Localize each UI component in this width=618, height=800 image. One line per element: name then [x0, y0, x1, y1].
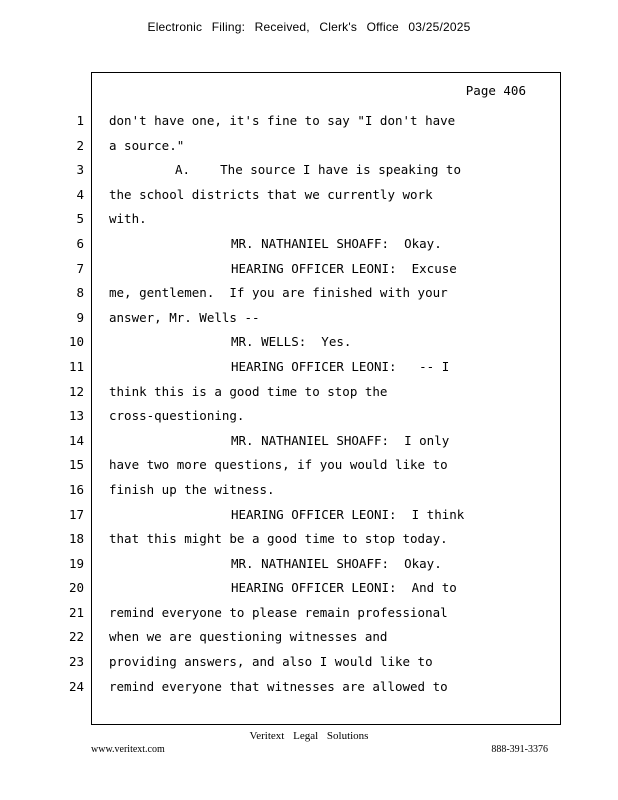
transcript-line: me, gentlemen. If you are finished with your [109, 285, 448, 301]
line-number-column [60, 114, 84, 704]
transcript-line: the school districts that we currently work [109, 186, 433, 202]
line-number: 9 [76, 309, 84, 325]
transcript-line: finish up the witness. [109, 481, 275, 497]
line-number: 3 [76, 162, 84, 178]
line-number: 18 [68, 531, 84, 547]
line-number: 13 [68, 408, 84, 424]
transcript-line: HEARING OFFICER LEONI: -- I [231, 358, 450, 374]
footer-website: www.veritext.com [91, 744, 165, 755]
transcript-line: remind everyone to please remain professional [109, 604, 448, 620]
line-number: 11 [68, 358, 84, 374]
transcript-text [109, 114, 549, 704]
line-number: 5 [76, 211, 84, 227]
transcript-line: MR. WELLS: Yes. [231, 334, 352, 350]
line-number: 12 [68, 383, 84, 399]
filing-header: Electronic Filing: Received, Clerk's Office 03/25/2025 [147, 20, 471, 34]
line-number: 1 [76, 113, 84, 128]
line-number: 23 [68, 654, 84, 670]
transcript-line: cross-questioning. [109, 408, 245, 424]
line-number: 16 [68, 481, 84, 497]
line-number: 10 [68, 334, 84, 350]
transcript-line: think this is a good time to stop the [109, 383, 388, 399]
line-number: 2 [76, 137, 84, 153]
transcript-line: MR. NATHANIEL SHOAFF: Okay. [231, 555, 442, 571]
transcript-line: remind everyone that witnesses are allowed to [109, 678, 448, 694]
line-number: 21 [68, 604, 84, 620]
line-number: 7 [76, 260, 84, 276]
transcript-line: HEARING OFFICER LEONI: And to [231, 580, 457, 596]
transcript-line: with. [109, 211, 147, 227]
transcript-line: HEARING OFFICER LEONI: I think [231, 506, 465, 522]
line-number: 8 [76, 285, 84, 301]
line-number: 14 [68, 432, 84, 448]
transcript-line: HEARING OFFICER LEONI: Excuse [231, 260, 457, 276]
page-number: Page 406 [465, 83, 526, 98]
transcript-line: that this might be a good time to stop today. [109, 531, 448, 547]
line-number: 20 [68, 580, 84, 596]
transcript-line: a source." [109, 137, 185, 153]
line-number: 6 [76, 235, 84, 251]
line-number: 24 [68, 678, 84, 694]
transcript-line: have two more questions, if you would like to [109, 457, 448, 473]
transcript-line: when we are questioning witnesses and [109, 629, 388, 645]
line-number: 22 [68, 629, 84, 645]
transcript-line: MR. NATHANIEL SHOAFF: Okay. [231, 235, 442, 251]
line-number: 19 [68, 555, 84, 571]
transcript-line: providing answers, and also I would like to [109, 654, 433, 670]
transcript-line: A. The source I have is speaking to [175, 162, 461, 178]
transcript-line: don't have one, it's fine to say "I don't have [109, 113, 456, 128]
footer-company: Veritext Legal Solutions [249, 730, 369, 742]
transcript-line: answer, Mr. Wells -- [109, 309, 260, 325]
transcript-line: MR. NATHANIEL SHOAFF: I only [231, 432, 450, 448]
line-number: 15 [68, 457, 84, 473]
line-number: 4 [76, 186, 84, 202]
line-number: 17 [68, 506, 84, 522]
footer-phone: 888-391-3376 [491, 744, 548, 755]
